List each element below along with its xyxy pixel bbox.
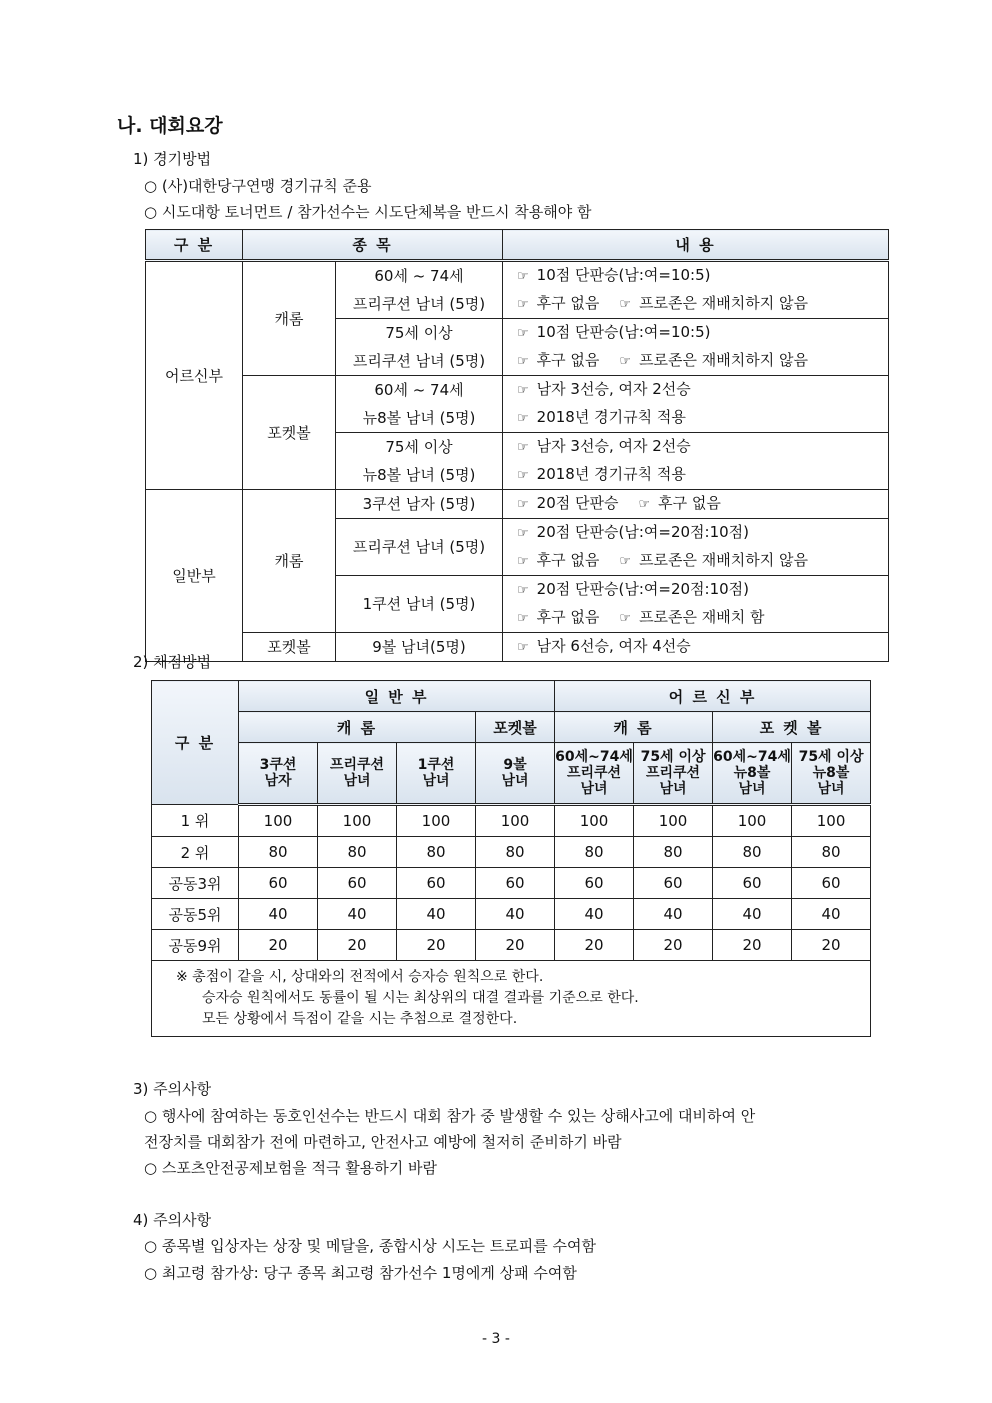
sub-pocket: 포켓볼 bbox=[243, 376, 336, 490]
score-cell: 20 bbox=[792, 930, 871, 961]
score-cell: 60 bbox=[397, 868, 476, 899]
award-line: ○ 최고령 참가상: 당구 종목 최고령 참가선수 1명에게 상패 수여함 bbox=[144, 1264, 577, 1282]
header-senior: 어 르 신 부 bbox=[555, 681, 871, 712]
score-cell: 60 bbox=[792, 868, 871, 899]
score-cell: 60 bbox=[713, 868, 792, 899]
sub-pocket: 포켓볼 bbox=[243, 633, 336, 662]
event-line: 75세 이상 bbox=[336, 433, 503, 462]
scoring-table bbox=[151, 680, 871, 1037]
rank-cell: 2 위 bbox=[152, 837, 239, 868]
score-cell: 100 bbox=[792, 805, 871, 837]
score-cell: 20 bbox=[239, 930, 318, 961]
score-cell: 60 bbox=[318, 868, 397, 899]
note-row bbox=[152, 961, 871, 1037]
table-row bbox=[152, 868, 871, 899]
section-title: 나. 대회요강 bbox=[117, 115, 223, 137]
col-header: 60세~74세 프리쿠션 남녀 bbox=[555, 743, 634, 805]
page-number: - 3 - bbox=[482, 1331, 510, 1347]
rank-cell: 공동5위 bbox=[152, 899, 239, 930]
header-content: 내 용 bbox=[503, 230, 889, 261]
col-header: 75세 이상 프리쿠션 남녀 bbox=[634, 743, 713, 805]
score-cell: 80 bbox=[634, 837, 713, 868]
table-header-row bbox=[146, 230, 889, 261]
content-line: ☞ 후구 없음 ☞ 프로존은 재배치하지 않음 bbox=[503, 347, 889, 376]
event-line: 60세 ~ 74세 bbox=[336, 376, 503, 405]
event-line: 프리쿠션 남녀 (5명) bbox=[336, 519, 503, 576]
header-carom: 캐 롬 bbox=[555, 712, 713, 743]
event-line: 프리쿠션 남녀 (5명) bbox=[336, 290, 503, 319]
score-cell: 40 bbox=[634, 899, 713, 930]
content-line: ☞ 20점 단판승 ☞ 후구 없음 bbox=[503, 490, 889, 519]
col-header: 3쿠션 남자 bbox=[239, 743, 318, 805]
content-line: ☞ 10점 단판승(남:여=10:5) bbox=[503, 319, 889, 348]
score-cell: 40 bbox=[792, 899, 871, 930]
note-line: ※ 총점이 같을 시, 상대와의 전적에서 승자승 원칙으로 한다. bbox=[176, 969, 544, 985]
score-cell: 100 bbox=[476, 805, 555, 837]
table-row bbox=[152, 805, 871, 837]
heading-4: 4) 주의사항 bbox=[133, 1211, 212, 1229]
table-header-row bbox=[152, 712, 871, 743]
table-row bbox=[152, 930, 871, 961]
event-line: 3쿠션 남자 (5명) bbox=[336, 490, 503, 519]
score-cell: 60 bbox=[239, 868, 318, 899]
score-cell: 40 bbox=[318, 899, 397, 930]
score-cell: 40 bbox=[239, 899, 318, 930]
score-cell: 60 bbox=[555, 868, 634, 899]
score-cell: 20 bbox=[634, 930, 713, 961]
score-cell: 80 bbox=[713, 837, 792, 868]
content-line: ☞ 2018년 경기규칙 적용 bbox=[503, 461, 889, 490]
event-line: 1쿠션 남녀 (5명) bbox=[336, 576, 503, 633]
score-cell: 80 bbox=[239, 837, 318, 868]
score-cell: 40 bbox=[555, 899, 634, 930]
content-line: ☞ 남자 3선승, 여자 2선승 bbox=[503, 376, 889, 405]
competition-method-table bbox=[145, 229, 889, 662]
note-cell bbox=[152, 961, 871, 1037]
score-cell: 100 bbox=[555, 805, 634, 837]
heading-2: 2) 채점방법 bbox=[133, 653, 212, 671]
header-carom: 캐 롬 bbox=[239, 712, 476, 743]
content-line: ☞ 후구 없음 ☞ 프로존은 재배치 함 bbox=[503, 604, 889, 633]
score-cell: 80 bbox=[318, 837, 397, 868]
content-line: ☞ 후구 없음 ☞ 프로존은 재배치하지 않음 bbox=[503, 547, 889, 576]
table-row bbox=[146, 376, 889, 405]
header-division: 구 분 bbox=[146, 230, 243, 261]
table-row bbox=[146, 490, 889, 519]
score-cell: 20 bbox=[318, 930, 397, 961]
score-cell: 60 bbox=[476, 868, 555, 899]
rank-cell: 1 위 bbox=[152, 805, 239, 837]
event-line: 뉴8볼 남녀 (5명) bbox=[336, 461, 503, 490]
content-line: ☞ 10점 단판승(남:여=10:5) bbox=[503, 261, 889, 291]
content-line: ☞ 후구 없음 ☞ 프로존은 재배치하지 않음 bbox=[503, 290, 889, 319]
score-cell: 100 bbox=[713, 805, 792, 837]
table-row bbox=[146, 633, 889, 662]
col-header: 75세 이상 뉴8볼 남녀 bbox=[792, 743, 871, 805]
rank-cell: 공동9위 bbox=[152, 930, 239, 961]
table-header-row bbox=[152, 681, 871, 712]
event-line: 프리쿠션 남녀 (5명) bbox=[336, 347, 503, 376]
score-cell: 100 bbox=[318, 805, 397, 837]
header-division: 구 분 bbox=[152, 681, 239, 805]
sub-carom: 캐롬 bbox=[243, 490, 336, 633]
table-row bbox=[152, 837, 871, 868]
score-cell: 40 bbox=[397, 899, 476, 930]
sub-carom: 캐롬 bbox=[243, 261, 336, 376]
table-header-row bbox=[152, 743, 871, 805]
header-event: 종 목 bbox=[243, 230, 503, 261]
content-line: ☞ 20점 단판승(남:여=20점:10점) bbox=[503, 519, 889, 548]
group-general: 일반부 bbox=[146, 490, 243, 662]
table-row bbox=[146, 261, 889, 291]
score-cell: 100 bbox=[239, 805, 318, 837]
content-line: ☞ 남자 6선승, 여자 4선승 bbox=[503, 633, 889, 662]
group-senior: 어르신부 bbox=[146, 261, 243, 490]
score-cell: 80 bbox=[792, 837, 871, 868]
score-cell: 20 bbox=[397, 930, 476, 961]
col-header: 1쿠션 남녀 bbox=[397, 743, 476, 805]
score-cell: 100 bbox=[634, 805, 713, 837]
event-line: 9볼 남녀(5명) bbox=[336, 633, 503, 662]
score-cell: 20 bbox=[713, 930, 792, 961]
col-header: 9볼 남녀 bbox=[476, 743, 555, 805]
score-cell: 20 bbox=[555, 930, 634, 961]
score-cell: 40 bbox=[476, 899, 555, 930]
caution-line: ○ 행사에 참여하는 동호인선수는 반드시 대회 참가 중 발생할 수 있는 상해사고에 대비하여 안 bbox=[144, 1107, 756, 1125]
score-cell: 80 bbox=[555, 837, 634, 868]
caution-line: ○ 스포츠안전공제보험을 적극 활용하기 바람 bbox=[144, 1159, 437, 1177]
score-cell: 100 bbox=[397, 805, 476, 837]
header-pocket: 포 켓 볼 bbox=[713, 712, 871, 743]
content-line: ☞ 20점 단판승(남:여=20점:10점) bbox=[503, 576, 889, 605]
note-line: 모든 상황에서 득점이 같을 시는 추첨으로 결정한다. bbox=[202, 1011, 518, 1027]
caution-line: 전장치를 대회참가 전에 마련하고, 안전사고 예방에 철저히 준비하기 바람 bbox=[144, 1133, 622, 1151]
award-line: ○ 종목별 입상자는 상장 및 메달을, 종합시상 시도는 트로피를 수여함 bbox=[144, 1237, 597, 1255]
bullet-1: ○ (사)대한당구연맹 경기규칙 준용 bbox=[144, 177, 372, 195]
score-cell: 20 bbox=[476, 930, 555, 961]
heading-1: 1) 경기방법 bbox=[133, 150, 212, 168]
header-general: 일 반 부 bbox=[239, 681, 555, 712]
event-line: 뉴8볼 남녀 (5명) bbox=[336, 404, 503, 433]
score-cell: 80 bbox=[397, 837, 476, 868]
event-line: 60세 ~ 74세 bbox=[336, 261, 503, 291]
bullet-2: ○ 시도대항 토너먼트 / 참가선수는 시도단체복을 반드시 착용해야 함 bbox=[144, 203, 592, 221]
col-header: 60세~74세 뉴8볼 남녀 bbox=[713, 743, 792, 805]
content-line: ☞ 남자 3선승, 여자 2선승 bbox=[503, 433, 889, 462]
score-cell: 80 bbox=[476, 837, 555, 868]
table-row bbox=[152, 899, 871, 930]
header-pocket: 포켓볼 bbox=[476, 712, 555, 743]
event-line: 75세 이상 bbox=[336, 319, 503, 348]
score-cell: 40 bbox=[713, 899, 792, 930]
rank-cell: 공동3위 bbox=[152, 868, 239, 899]
note-line: 승자승 원칙에서도 동률이 될 시는 최상위의 대결 결과를 기준으로 한다. bbox=[202, 990, 639, 1006]
col-header: 프리쿠션 남녀 bbox=[318, 743, 397, 805]
heading-3: 3) 주의사항 bbox=[133, 1080, 212, 1098]
score-cell: 60 bbox=[634, 868, 713, 899]
content-line: ☞ 2018년 경기규칙 적용 bbox=[503, 404, 889, 433]
